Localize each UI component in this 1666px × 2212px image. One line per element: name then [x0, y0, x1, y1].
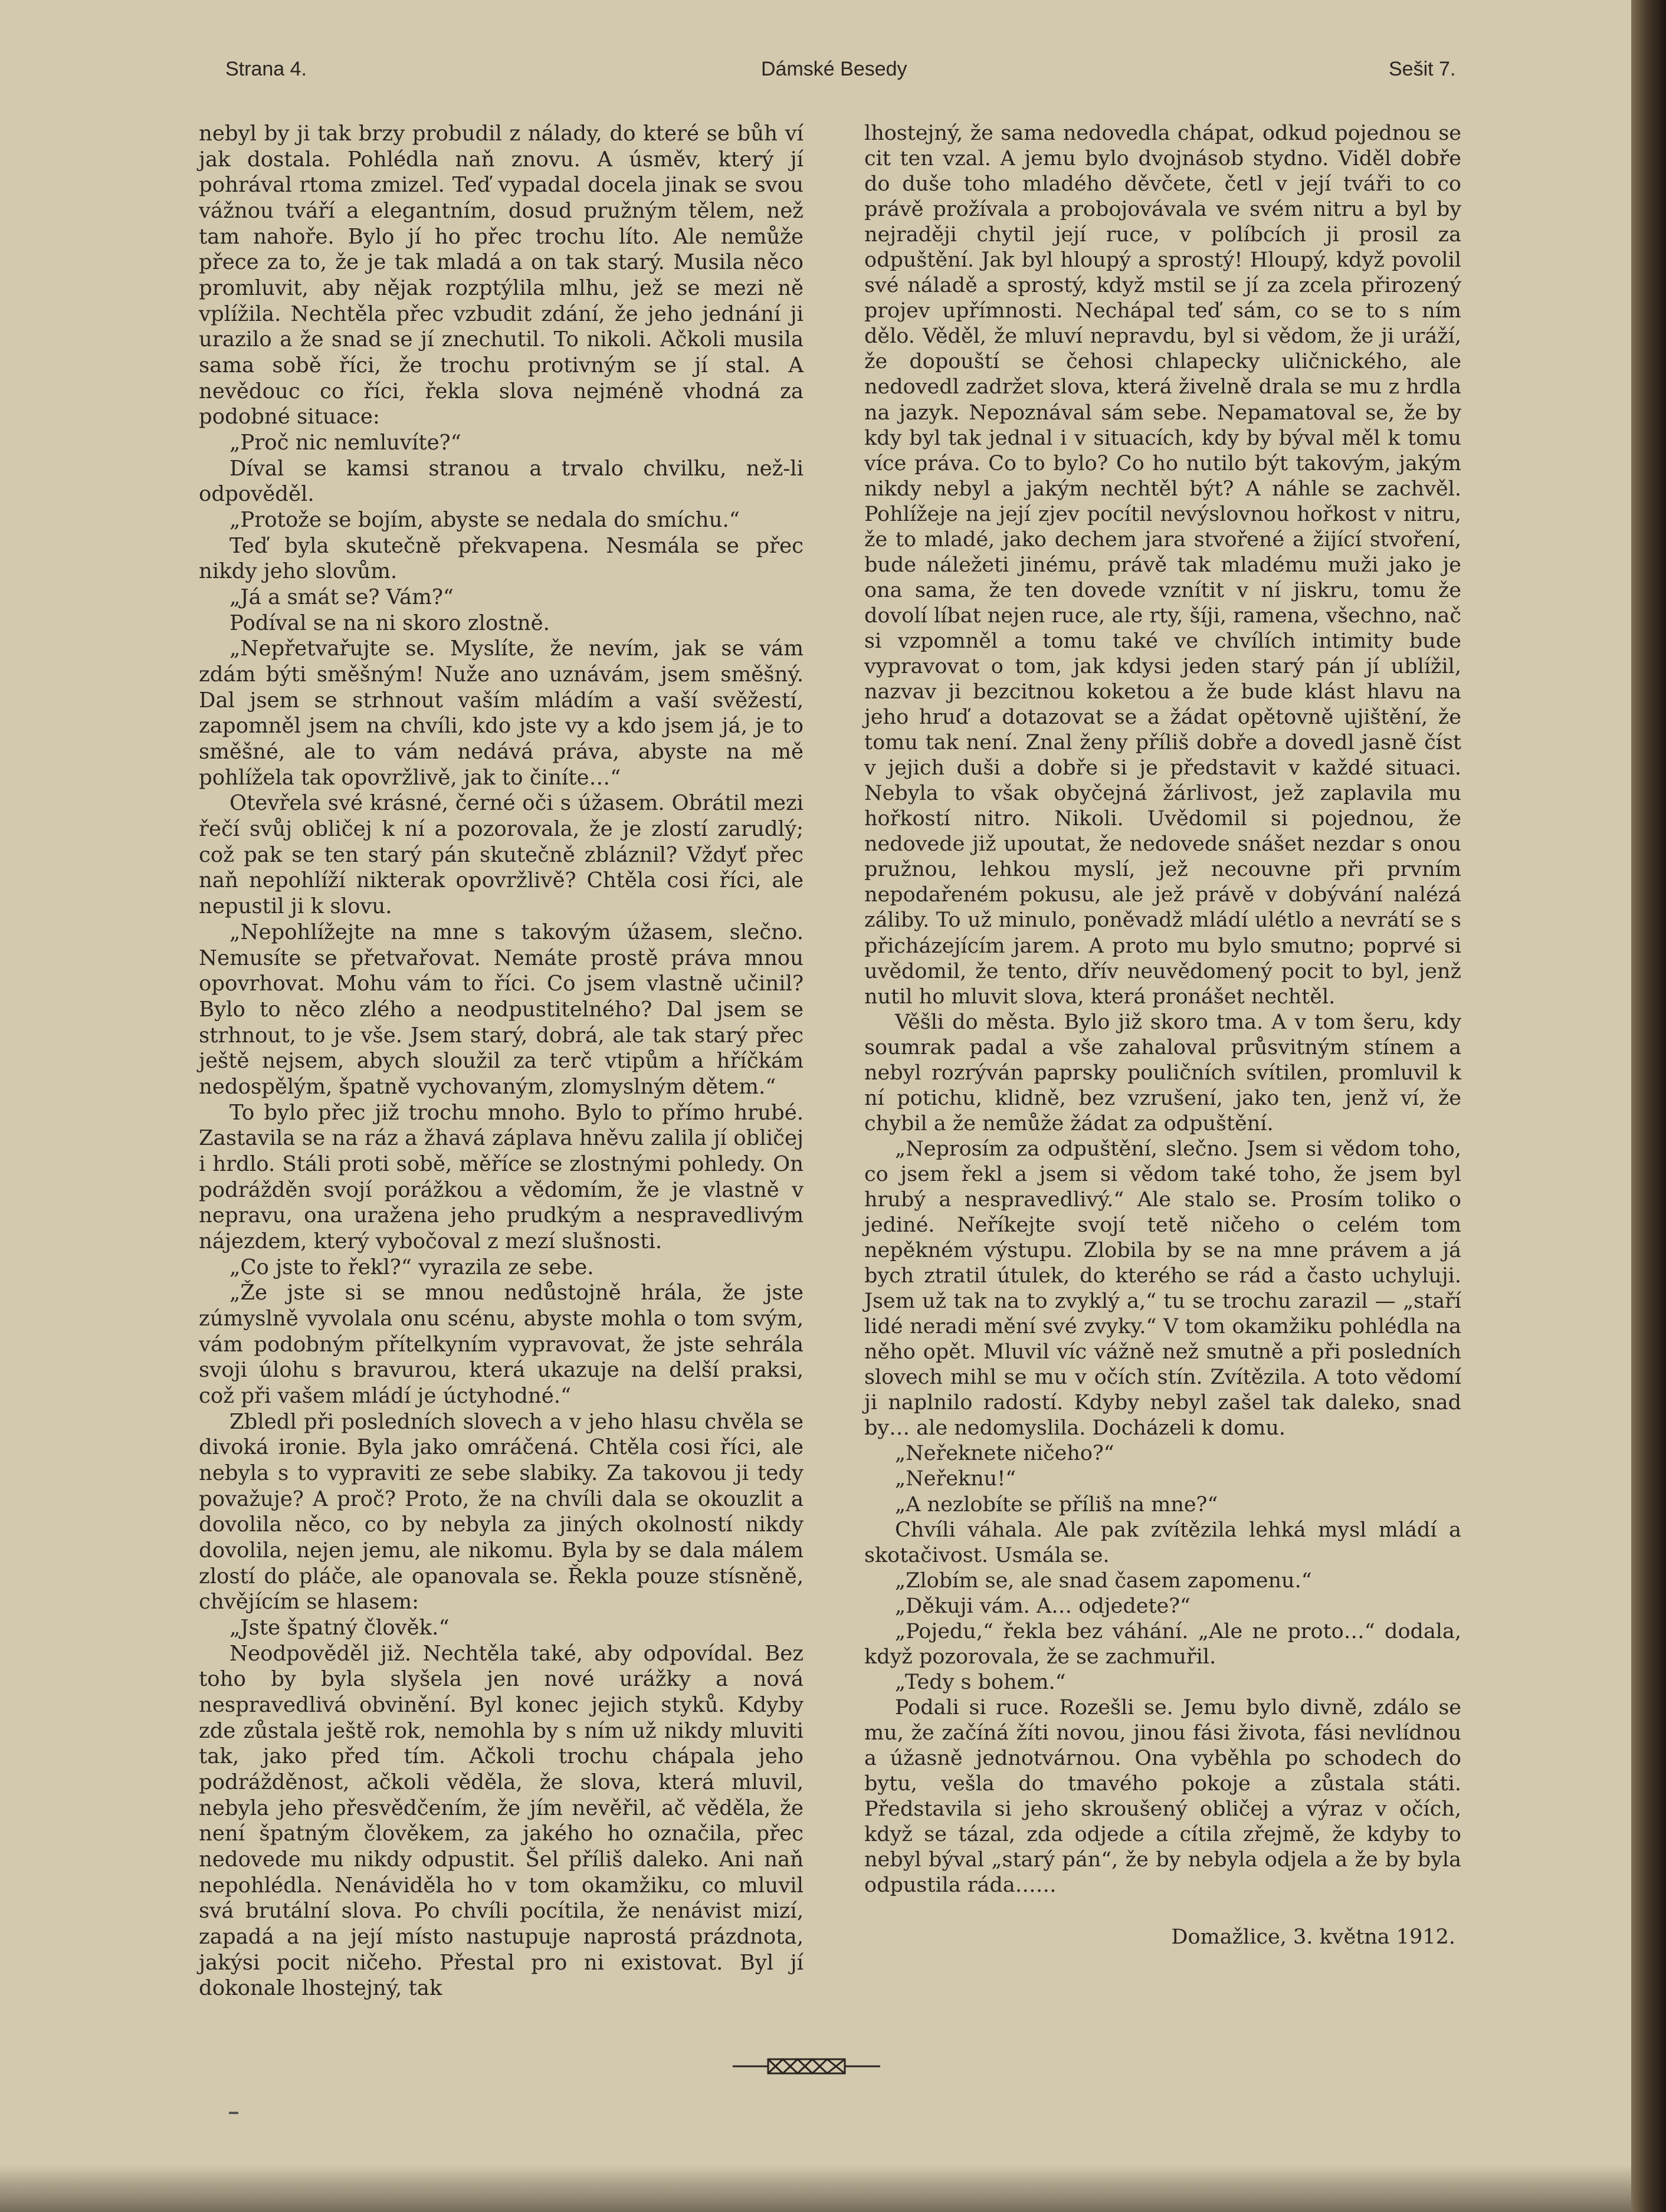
right-text-column [864, 121, 1461, 1950]
paragraph: Věšli do města. Bylo již skoro tma. A v tom šeru, kdy soumrak padal a vše zahaloval průsvitným stínem a nebyl rozrýván paprsky pouličních svítilen, promluvil k ní potichu, klidně, bez vzrušení, jako ten, jenž ví, že chybil a že nemůže žádat za odpuštění. [864, 1010, 1461, 1135]
page-shadow [0, 2165, 1631, 2212]
paragraph: „Zlobím se, ale snad časem zapomenu.“ [895, 1568, 1312, 1593]
signature-dateline: Domažlice, 3. května 1912. [1171, 1925, 1455, 1950]
paragraph: nebyl by ji tak brzy probudil z nálady, do které se bůh ví jak dostala. Pohlédla naň znovu. A úsměv, který jí pohrával rtoma zmizel. Teď vypadal docela jinak se svou vážnou tváří a elegantním, dosud pružným tělem, než tam nahoře. Bylo jí ho přec trochu líto. Ale nemůže přece za to, že je tak mladá a on tak starý. Musila něco promluvit, aby nějak rozptýlila mlhu, jež se mezi ně vplížila. Nechtěla přec vzbudit zdání, že jeho jednání ji urazilo a že snad se jí znechutil. To nikoli. Ačkoli musila sama sobě říci, že trochu protivným se jí stal. A nevědouc co říci, řekla slova nejméně vhodná za podobné situace: [199, 122, 804, 429]
paragraph: Podíval se na ni skoro zlostně. [229, 611, 550, 635]
paragraph: „Neřeknete ničeho?“ [895, 1442, 1114, 1466]
paragraph: „Neřeknu!“ [895, 1467, 1016, 1491]
magazine-title: Dámské Besedy [761, 58, 907, 80]
paragraph: „Pojedu,“ řekla bez váhání. „Ale ne proto…“ dodala, když pozorovala, že se zachmuřil. [864, 1619, 1461, 1669]
paragraph: „Neprosím za odpuštění, slečno. Jsem si vědom toho, co jsem řekl a jsem si vědom také toho, že jsem byl hrubý a nespravedlivý.“ Ale stalo se. Prosím toliko o jediné. Neříkejte svojí tetě ničeho o celém tom nepěkném výstupu. Zlobila by se na mne právem a já bych ztratil útulek, do kterého se rád a často uchyluji. Jsem už tak na to zvyklý a,“ tu se trochu zarazil — „staří lidé neradi mění své zvyky.“ V tom okamžiku pohlédla na něho opět. Mluvil víc vážně než smutně a při posledních slovech mihl se mu v očích stín. Zvítězila. A toto vědomí ji naplnilo radostí. Kdyby nebyl zašel tak daleko, snad by… ale nedomyslila. Docházeli k domu. [864, 1137, 1461, 1440]
paragraph: lhostejný, že sama nedovedla chápat, odkud pojednou se cit ten vzal. A jemu bylo dvojnásob stydno. Viděl dobře do duše toho mladého děvčete, četl v její tváři to co právě prožívala a probojovávala ve svém nitru a byl by nejraději chytil její ruce, v políbcích ji prosil za odpuštění. Jak byl hloupý a sprostý! Hloupý, když povolil své náladě a sprostý, když mstil se jí za zcela přirozený projev upřímnosti. Nechápal teď sám, co se to s ním dělo. Věděl, že mluví nepravdu, byl si vědom, že ji uráží, že dopouští se čehosi chlapecky uličnického, ale nedovedl zadržet slova, která živelně drala se mu z hrdla na jazyk. Nepoznával sám sebe. Nepamatoval se, že by kdy byl tak jednal i v situacích, kdy by býval měl k tomu více práva. Co to bylo? Co ho nutilo být takovým, jakým nikdy nebyl a jakým nechtěl být? A náhle se zachvěl. Pohlížeje na její zjev pocítil nevýslovnou hořkost v nitru, že to mladé, jako dechem jara stvořené a žijící stvoření, bude náležeti jinému, právě tak mladému muži jako je ona sama, že ten dovede vznítit v ní jiskru, tomu že dovolí líbat nejen ruce, ale rty, šíji, ramena, všechno, nač si vzpomněl a tomu také ve chvílích intimity bude vypravovat o tom, jak kdysi jeden starý pán jí ublížil, nazvav ji bezcitnou koketou a že bude klást hlavu na jeho hruď a dotazovat se a žádat opětovně ujištění, že tomu tak není. Znal ženy příliš dobře a dovedl jasně číst v jejich duši a dobře si je představit v každé situaci. Nebyla to však obyčejná žárlivost, jež zaplavila mu hořkostí nitro. Nikoli. Uvědomil si pojednou, že nedovede již upoutat, že nedovede snášet nezdar s onou pružnou, lehkou myslí, jež necouvne při prvním nepodařeném pokusu, ale jež právě v dobývání nalézá záliby. To už minulo, poněvadž mládí ulétlo a nevrátí se s přicházejícím jarem. A proto mu bylo smutno; poprvé si uvědomil, že tento, dřív neuvědomený pocit to byl, jenž nutil ho mluvit slova, která pronášet nechtěl. [864, 122, 1461, 1009]
paragraph: „Děkuji vám. A… odjedete?“ [895, 1594, 1191, 1618]
paragraph: „Protože se bojím, abyste se nedala do smíchu.“ [229, 508, 740, 533]
paragraph: „Nepřetvařujte se. Myslíte, že nevím, jak se vám zdám býti směšným! Nuže ano uznávám, jsem směšný. Dal jsem se strhnout vaším mládím a vaší svěžestí, zapomněl jsem na chvíli, kdo jste vy a kdo jsem já, je to směšné, ale to vám nedává práva, abyste na mě pohlížela tak opovržlivě, jak to činíte…“ [199, 636, 804, 790]
paragraph: Neodpověděl již. Nechtěla také, aby odpovídal. Bez toho by byla slyšela jen nové urážky a nová nespravedlivá obvinění. Byl konec jejich styků. Kdyby zde zůstala ještě rok, nemohla by s ním už nikdy mluviti tak, jako před tím. Ačkoli trochu chápala jeho podrážděnost, ačkoli věděla, že slova, která mluvil, nebyla jeho přesvědčením, že jím nevěřil, ač věděla, že není špatným člověkem, za jakého ho označila, přec nedovede mu nikdy odpustit. Šel příliš daleko. Ani naň nepohlédla. Nenáviděla ho v tom okamžiku, co mluvil svá brutální slova. Po chvíli pocítila, že nenávist mizí, zapadá a na její místo nastupuje naprostá prázdnota, jakýsi pocit ničeho. Přestal pro ni existovat. Byl jí dokonale lhostejný, tak [199, 1641, 804, 2001]
paragraph: Podali si ruce. Rozešli se. Jemu bylo divně, zdálo se mu, že začíná žíti novou, jinou fási života, fási nevlídnou a úžasně jednotvárnou. Ona vyběhla po schodech do bytu, vešla do tmavého pokoje a zůstala státi. Představila si jeho skroušený obličej a výraz v očích, když se tázal, zda odjede a cítila zřejmě, že kdyby to nebyl býval „starý pán“, že by nebyla odjela a že by byla odpustila ráda…… [864, 1695, 1461, 1898]
page-number: Strana 4. [225, 58, 307, 80]
paragraph: Teď byla skutečně překvapena. Nesmála se přec nikdy jeho slovům. [199, 533, 804, 584]
paragraph: Zbledl při posledních slovech a v jeho hlasu chvěla se divoká ironie. Byla jako omráčená. Chtěla cosi říci, ale nebyla s to vypraviti ze sebe slabiky. Za takovou ji tedy považuje? A proč? Proto, že na chvíli dala se okouzlit a dovolila něco, co by nebyla za jiných okolností nikdy dovolila, nejen jemu, ale nikomu. Byla by se dala málem zlostí do pláče, ale opanovala se. Řekla pouze stísněně, chvějícím se hlasem: [199, 1409, 804, 1614]
paragraph: Otevřela své krásné, černé oči s úžasem. Obrátil mezi řečí svůj obličej k ní a pozorovala, že je zlostí zarudlý; což pak se ten starý pán skutečně zbláznil? Vždyť přec naň nepohlíží nikterak opovržlivě? Chtěla cosi říci, ale nepustil ji k slovu. [199, 791, 804, 919]
paragraph: „A nezlobíte se příliš na mne?“ [895, 1492, 1218, 1517]
paragraph: „Jste špatný člověk.“ [229, 1615, 450, 1640]
paragraph: „Že jste si se mnou nedůstojně hrála, že jste zúmyslně vyvolala onu scénu, abyste mohla o tom svým, vám podobným přítelkyním vypravovat, že jste sehrála svoji úlohu s bravurou, která ukazuje na delší praksi, což při vašem mládí je úctyhodné.“ [199, 1281, 804, 1408]
paragraph: Chvíli váhala. Ale pak zvítězila lehká mysl mládí a skotačivost. Usmála se. [864, 1518, 1461, 1567]
paragraph: To bylo přec již trochu mnoho. Bylo to přímo hrubé. Zastavila se na ráz a žhavá záplava hněvu zalila jí obličej i hrdlo. Stáli proti sobě, měříce se zlostnými pohledy. On podrážděn svojí porážkou a vědomím, že je vlastně v nepravu, ona uražena jeho prudkým a nespravedlivým nájezdem, který vybočoval z mezí slušnosti. [199, 1100, 804, 1253]
paragraph: „Tedy s bohem.“ [895, 1670, 1066, 1694]
left-text-column [199, 121, 804, 2001]
issue-number: Sešit 7. [1389, 58, 1456, 80]
ornament-divider-icon [733, 2056, 880, 2077]
paragraph: „Proč nic nemluvíte?“ [229, 431, 461, 455]
paragraph: Díval se kamsi stranou a trvalo chvilku, než-li odpověděl. [199, 456, 804, 507]
paragraph: „Nepohlížejte na mne s takovým úžasem, slečno. Nemusíte se přetvařovat. Nemáte prostě práva mnou opovrhovat. Mohu vám to říci. Co jsem vlastně učinil? Bylo to něco zlého a neodpustitelného? Dal jsem se strhnout, to je vše. Jsem starý, dobrá, ale tak starý přec ještě nejsem, abych sloužil za terč vtipům a hříčkám nedospělým, špatně vychovaným, zlomyslným dětem.“ [199, 920, 804, 1099]
binding-edge [1631, 0, 1666, 2212]
margin-mark [229, 2112, 238, 2114]
paragraph: „Co jste to řekl?“ vyrazila ze sebe. [229, 1255, 594, 1279]
paragraph: „Já a smát se? Vám?“ [229, 585, 454, 610]
